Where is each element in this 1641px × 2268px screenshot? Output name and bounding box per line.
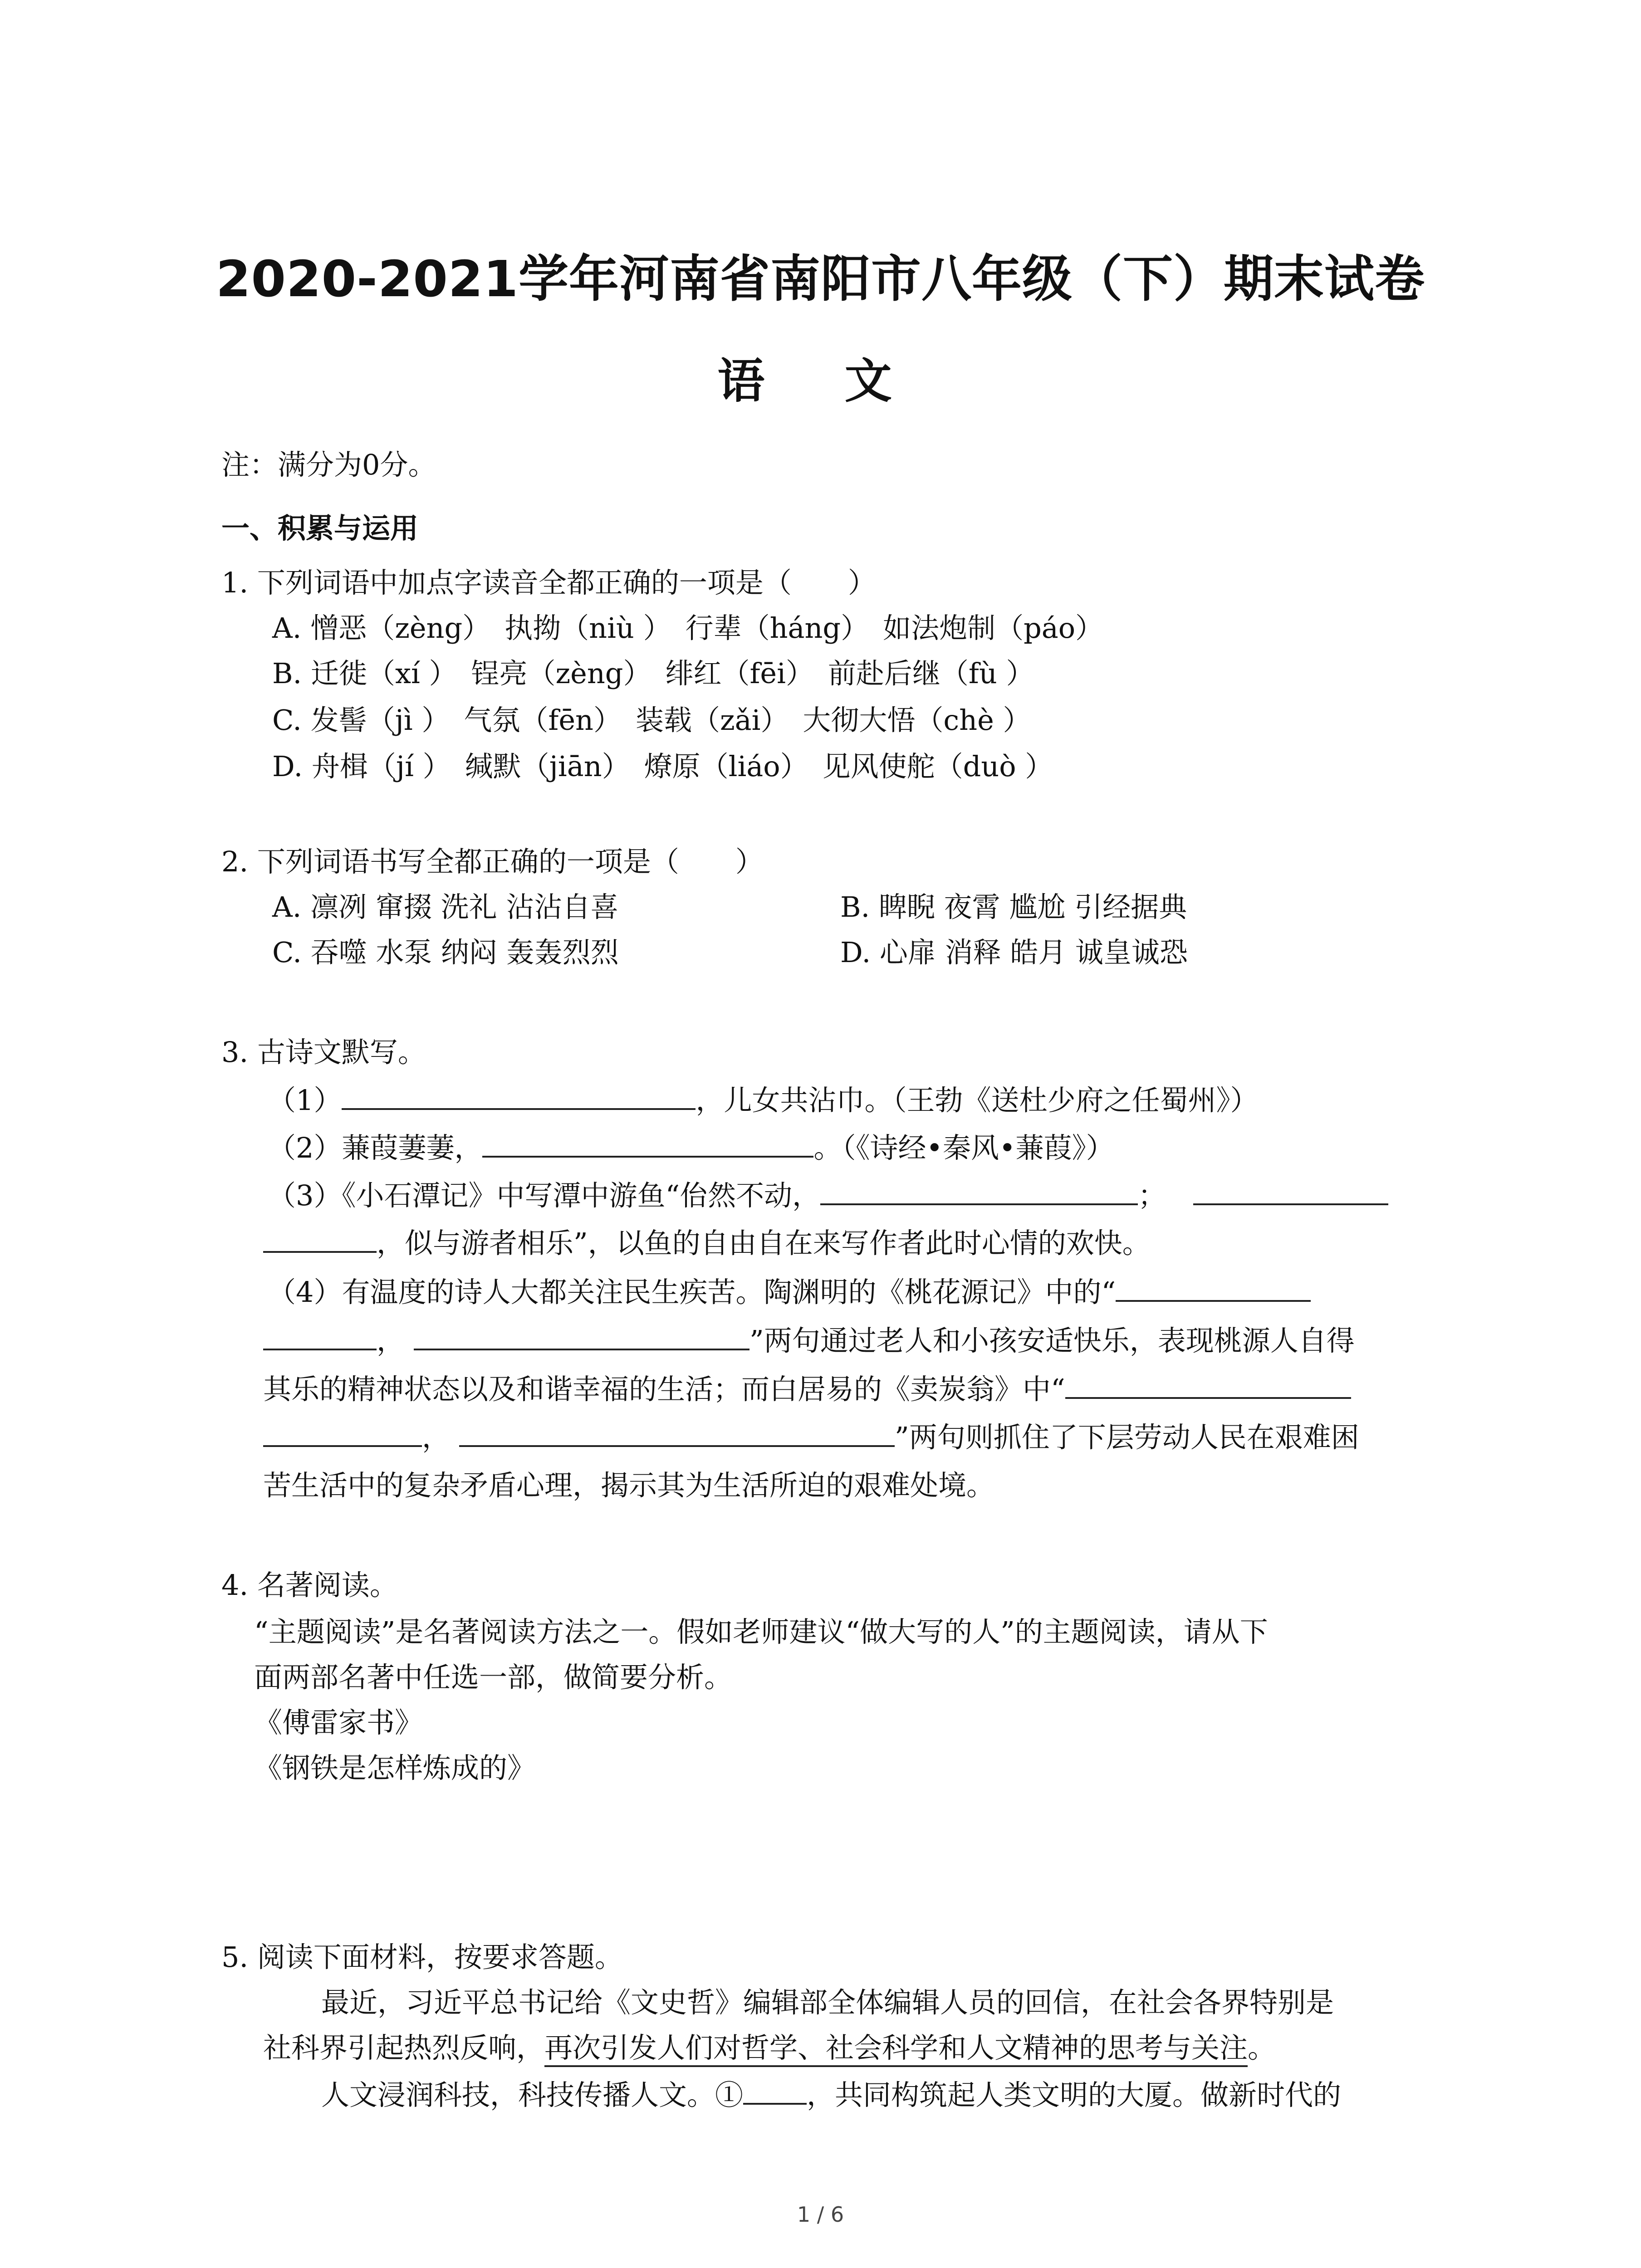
q5-paragraph-2-end: 。 [1248,2031,1276,2064]
q1-stem: 1. 下列词语中加点字读音全都正确的一项是（ ） [221,566,876,599]
page-number: 1 / 6 [797,2202,844,2227]
q5-paragraph-3-start: 人文浸润科技，科技传播人文。① [321,2078,744,2112]
q4-paragraph-2: 面两部名著中任选一部，做简要分析。 [254,1661,733,1694]
answer-blank[interactable] [482,1129,813,1158]
q3-line-3-label: （3）《小石潭记》中写潭中游鱼“佁然不动， [268,1179,821,1212]
q3-line-1-label: （1） [268,1084,342,1117]
answer-blank[interactable] [1116,1274,1311,1302]
q5-paragraph-1: 最近，习近平总书记给《文史哲》编辑部全体编辑人员的回信，在社会各界特别是 [321,1986,1334,2019]
underlined-sentence: 再次引发人们对哲学、社会科学和人文精神的思考与关注 [544,2031,1248,2067]
q1-option-c: C. 发髻（jì ） 气氛（fēn） 装载（zǎi） 大彻大悟（chè ） [272,704,1031,737]
q2-stem: 2. 下列词语书写全都正确的一项是（ ） [221,845,764,878]
q3-line-8-text: ”两句则抓住了下层劳动人民在艰难困 [895,1421,1359,1454]
q1-option-b: B. 迁徙（xí ） 锃亮（zèng） 绯红（fēi） 前赴后继（fù ） [272,657,1034,690]
q3-line-6 [263,1322,1355,1359]
q2-option-d: D. 心扉 消释 皓月 诚皇诚恐 [840,936,1188,969]
q4-book-2: 《钢铁是怎样炼成的》 [254,1751,536,1784]
answer-blank[interactable] [263,1419,422,1447]
answer-blank[interactable] [263,1322,377,1350]
q5-paragraph-3 [321,2077,1341,2113]
answer-blank[interactable] [459,1419,895,1447]
q4-stem: 4. 名著阅读。 [221,1569,398,1602]
q3-line-1 [268,1082,1258,1119]
subject-title: 语 文 [717,353,924,409]
answer-blank[interactable] [1193,1177,1388,1205]
exam-title: 2020-2021学年河南省南阳市八年级（下）期末试卷 [216,250,1425,308]
q5-paragraph-2-start: 社科界引起热烈反响， [263,2031,545,2064]
q3-line-1-text: ，儿女共沾巾。（王勃《送杜少府之任蜀州》） [696,1084,1259,1117]
q2-option-b: B. 睥睨 夜霄 尴尬 引经据典 [840,890,1187,924]
q3-line-6-comma: ， [377,1324,405,1357]
q3-line-5 [268,1274,1311,1310]
answer-blank[interactable] [342,1082,696,1110]
q3-line-3-text: ； [1138,1179,1166,1212]
q3-line-8-comma: ， [422,1421,451,1454]
q3-line-4-text: ，似与游者相乐”，以鱼的自由自在来写作者此时心情的欢快。 [377,1227,1151,1260]
q3-line-3 [268,1177,1388,1214]
q3-line-2-label: （2）蒹葭萋萋， [268,1131,483,1164]
q2-option-a: A. 凛冽 窜掇 洗礼 沾沾自喜 [272,890,619,924]
answer-blank[interactable] [743,2077,807,2105]
q5-paragraph-2 [263,2030,1276,2066]
q3-line-7 [263,1371,1351,1408]
q3-line-4 [263,1225,1151,1261]
answer-blank[interactable] [1065,1371,1351,1399]
answer-blank[interactable] [263,1225,377,1253]
q4-book-1: 《傅雷家书》 [254,1706,423,1739]
q3-stem: 3. 古诗文默写。 [221,1036,426,1069]
q2-option-c: C. 吞噬 水泵 纳闷 轰轰烈烈 [272,936,619,969]
score-note: 注：满分为0分。 [221,448,436,481]
answer-blank[interactable] [414,1322,749,1350]
q3-line-5-text: （4）有温度的诗人大都关注民生疾苦。陶渊明的《桃花源记》中的“ [268,1276,1116,1309]
q4-paragraph-1: “主题阅读”是名著阅读方法之一。假如老师建议“做大写的人”的主题阅读，请从下 [254,1615,1268,1648]
q1-option-a: A. 憎恶（zèng） 执拗（niù ） 行辈（háng） 如法炮制（páo） [272,611,1104,645]
q3-line-6-text: ”两句通过老人和小孩安适快乐，表现桃源人自得 [749,1324,1355,1357]
q5-stem: 5. 阅读下面材料，按要求答题。 [221,1941,623,1974]
q3-line-2 [268,1129,1114,1166]
q3-line-8 [263,1419,1359,1456]
answer-blank[interactable] [820,1177,1138,1205]
q3-line-9: 苦生活中的复杂矛盾心理，揭示其为生活所迫的艰难处境。 [263,1469,995,1502]
q3-line-7-text: 其乐的精神状态以及和谐幸福的生活；而白居易的《卖炭翁》中“ [263,1373,1065,1406]
q5-paragraph-3-end: ，共同构筑起人类文明的大厦。做新时代的 [807,2078,1342,2112]
q1-option-d: D. 舟楫（jí ） 缄默（jiān） 燎原（liáo） 见风使舵（duò ） [272,750,1053,783]
q3-line-2-text: 。（《诗经•秦风•蒹葭》） [813,1131,1114,1164]
section-heading: 一、积累与运用 [221,512,419,545]
